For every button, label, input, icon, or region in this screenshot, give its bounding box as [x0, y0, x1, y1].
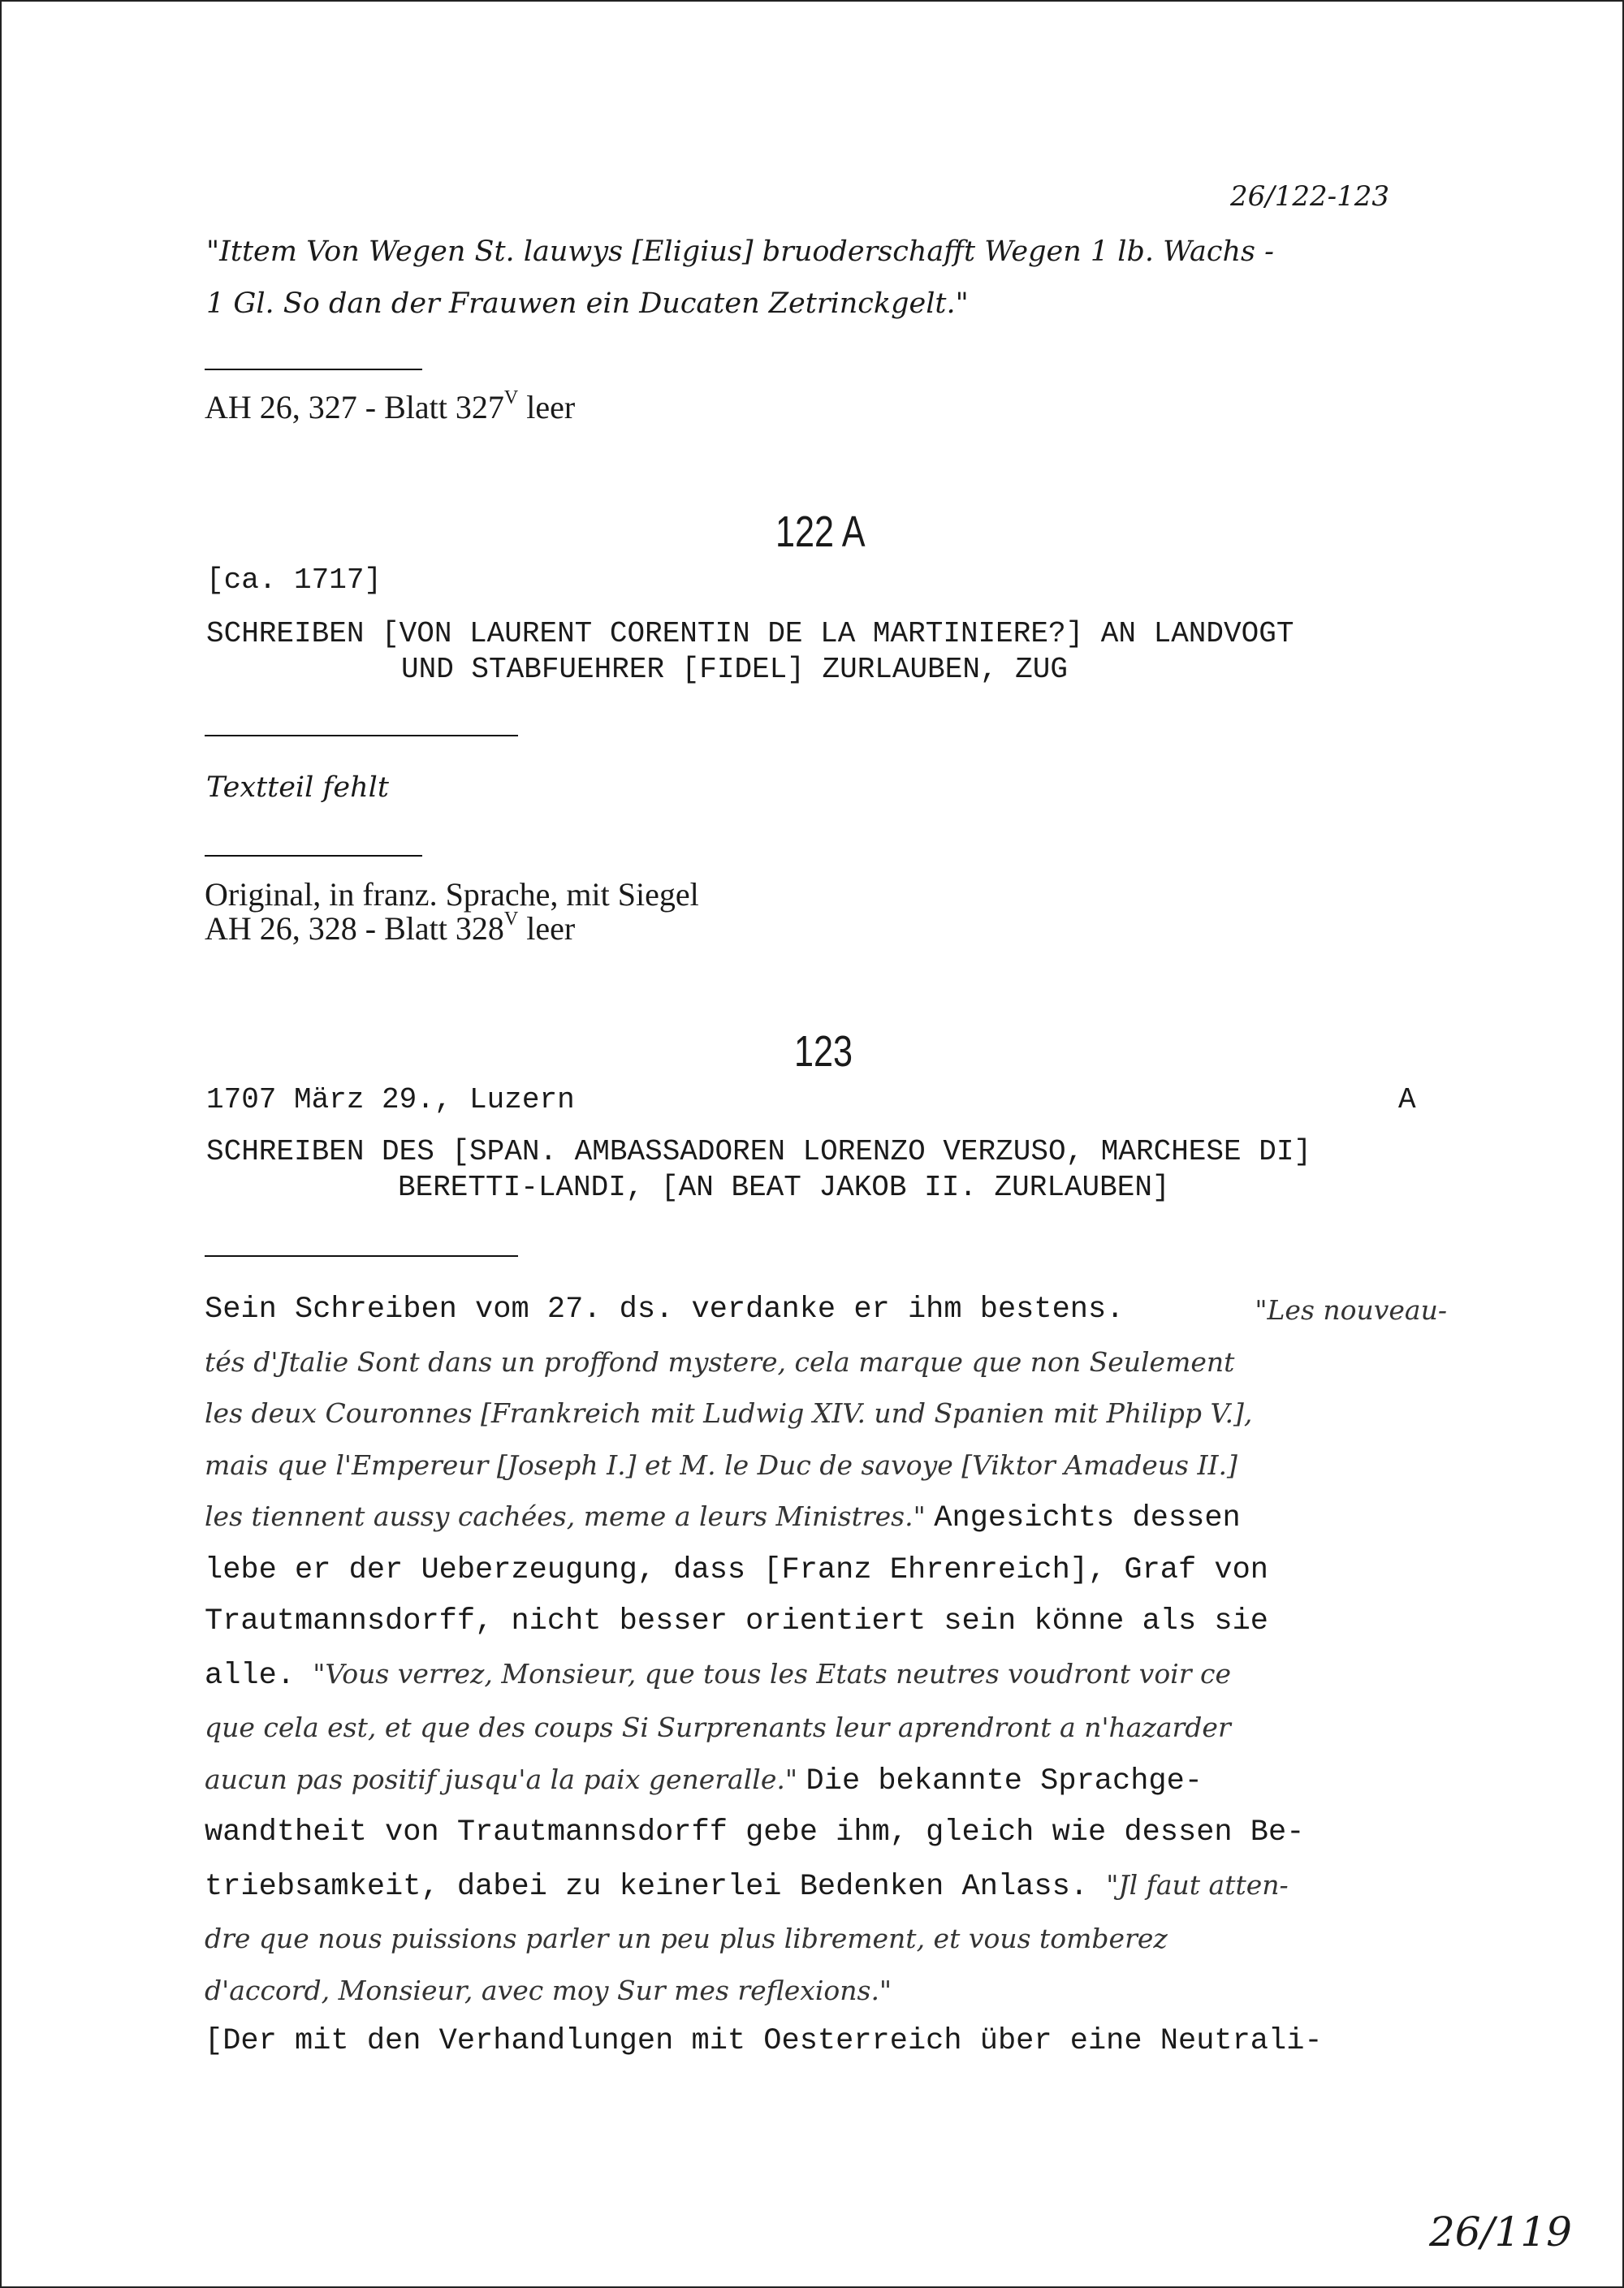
- document-marker: A: [1398, 1083, 1416, 1116]
- body-line: [205, 1491, 1447, 1545]
- divider-rule: [205, 855, 422, 857]
- body-line: [205, 1754, 1447, 1808]
- body-text: Die bekannte Sprachge-: [806, 1763, 1203, 1798]
- body-line: d'accord, Monsieur, avec moy Sur mes reflexions.": [205, 1974, 892, 2006]
- archive-reference-tail: leer: [518, 910, 576, 947]
- body-text: triebsamkeit, dabei zu keinerlei Bedenken Anlass.: [205, 1869, 1107, 1904]
- verso-mark: V: [503, 387, 519, 408]
- verso-mark: V: [503, 909, 519, 930]
- quote-line-2: 1 Gl. So dan der Frauwen ein Ducaten Zetrinckgelt.": [206, 287, 969, 320]
- body-line: les deux Couronnes [Frankreich mit Ludwig XIV. und Spanien mit Philipp V.],: [205, 1397, 1253, 1429]
- body-text: Sein Schreiben vom 27. ds. verdanke er ihm bestens.: [205, 1293, 1125, 1327]
- body-quote: aucun pas positif jusqu'a la paix generalle.": [205, 1763, 806, 1795]
- body-line: mais que l'Empereur [Joseph I.] et M. le Duc de savoye [Viktor Amadeus II.]: [205, 1448, 1237, 1481]
- document-title-123-line-1: SCHREIBEN DES [SPAN. AMBASSADOREN LORENZO VERZUSO, MARCHESE DI]: [206, 1135, 1312, 1168]
- body-line: dre que nous puissions parler un peu plus librement, et vous tomberez: [205, 1923, 1168, 1954]
- page-reference: 26/122-123: [1230, 180, 1389, 213]
- document-title-122a-line-2: UND STABFUEHRER [FIDEL] ZURLAUBEN, ZUG: [401, 653, 1068, 686]
- archive-reference-328: [205, 909, 575, 948]
- body-line: [205, 1859, 1447, 1914]
- body-quote: "Les nouveau-: [1255, 1294, 1447, 1326]
- original-note: Original, in franz. Sprache, mit Siegel: [205, 876, 699, 913]
- body-line: [Der mit den Verhandlungen mit Oesterreich über eine Neutrali-: [205, 2024, 1323, 2058]
- handwritten-folio-number: 26/119: [1429, 2208, 1572, 2256]
- body-line: [205, 1648, 1447, 1703]
- archive-reference-text: AH 26, 328 - Blatt 328: [205, 910, 504, 947]
- body-quote: les tiennent aussy cachées, meme a leurs Ministres.": [205, 1500, 935, 1532]
- body-line: tés d'Jtalie Sont dans un proffond mystere, cela marque que non Seulement: [205, 1345, 1235, 1378]
- body-line: lebe er der Ueberzeugung, dass [Franz Ehrenreich], Graf von: [205, 1552, 1269, 1587]
- body-text: Angesichts dessen: [934, 1501, 1241, 1535]
- quote-line-1: "Ittem Von Wegen St. lauwys [Eligius] bruoderschafft Wegen 1 lb. Wachs -: [206, 235, 1274, 268]
- missing-text-note: Textteil fehlt: [206, 771, 389, 804]
- body-line: Trautmannsdorff, nicht besser orientiert sein könne als sie: [205, 1604, 1269, 1638]
- archive-reference-tail: leer: [518, 389, 576, 425]
- body-quote: "Jl faut atten-: [1106, 1868, 1289, 1901]
- body-line: que cela est, et que des coups Si Surprenants leur aprendront a n'hazarder: [205, 1712, 1231, 1743]
- divider-rule: [205, 1255, 518, 1257]
- document-title-123-line-2: BERETTI-LANDI, [AN BEAT JAKOB II. ZURLAUBEN]: [398, 1171, 1170, 1204]
- body-text: alle.: [205, 1658, 313, 1693]
- divider-rule: [205, 735, 518, 736]
- document-title-122a-line-1: SCHREIBEN [VON LAURENT CORENTIN DE LA MARTINIERE?] AN LANDVOGT: [206, 617, 1294, 650]
- divider-rule: [205, 369, 422, 370]
- document-body: [205, 1284, 1447, 2068]
- document-date-123: 1707 März 29., Luzern: [206, 1083, 575, 1116]
- body-quote: "Vous verrez, Monsieur, que tous les Etats neutres voudront voir ce: [313, 1657, 1232, 1690]
- archive-reference-327: [205, 388, 575, 426]
- body-line: [205, 1284, 1447, 1336]
- archive-reference-text: AH 26, 327 - Blatt 327: [205, 389, 504, 425]
- document-number-122a: 122 A: [775, 507, 866, 556]
- document-date-122a: [ca. 1717]: [206, 563, 382, 597]
- body-line: wandtheit von Trautmannsdorff gebe ihm, gleich wie dessen Be-: [205, 1815, 1305, 1850]
- document-number-123: 123: [794, 1027, 853, 1076]
